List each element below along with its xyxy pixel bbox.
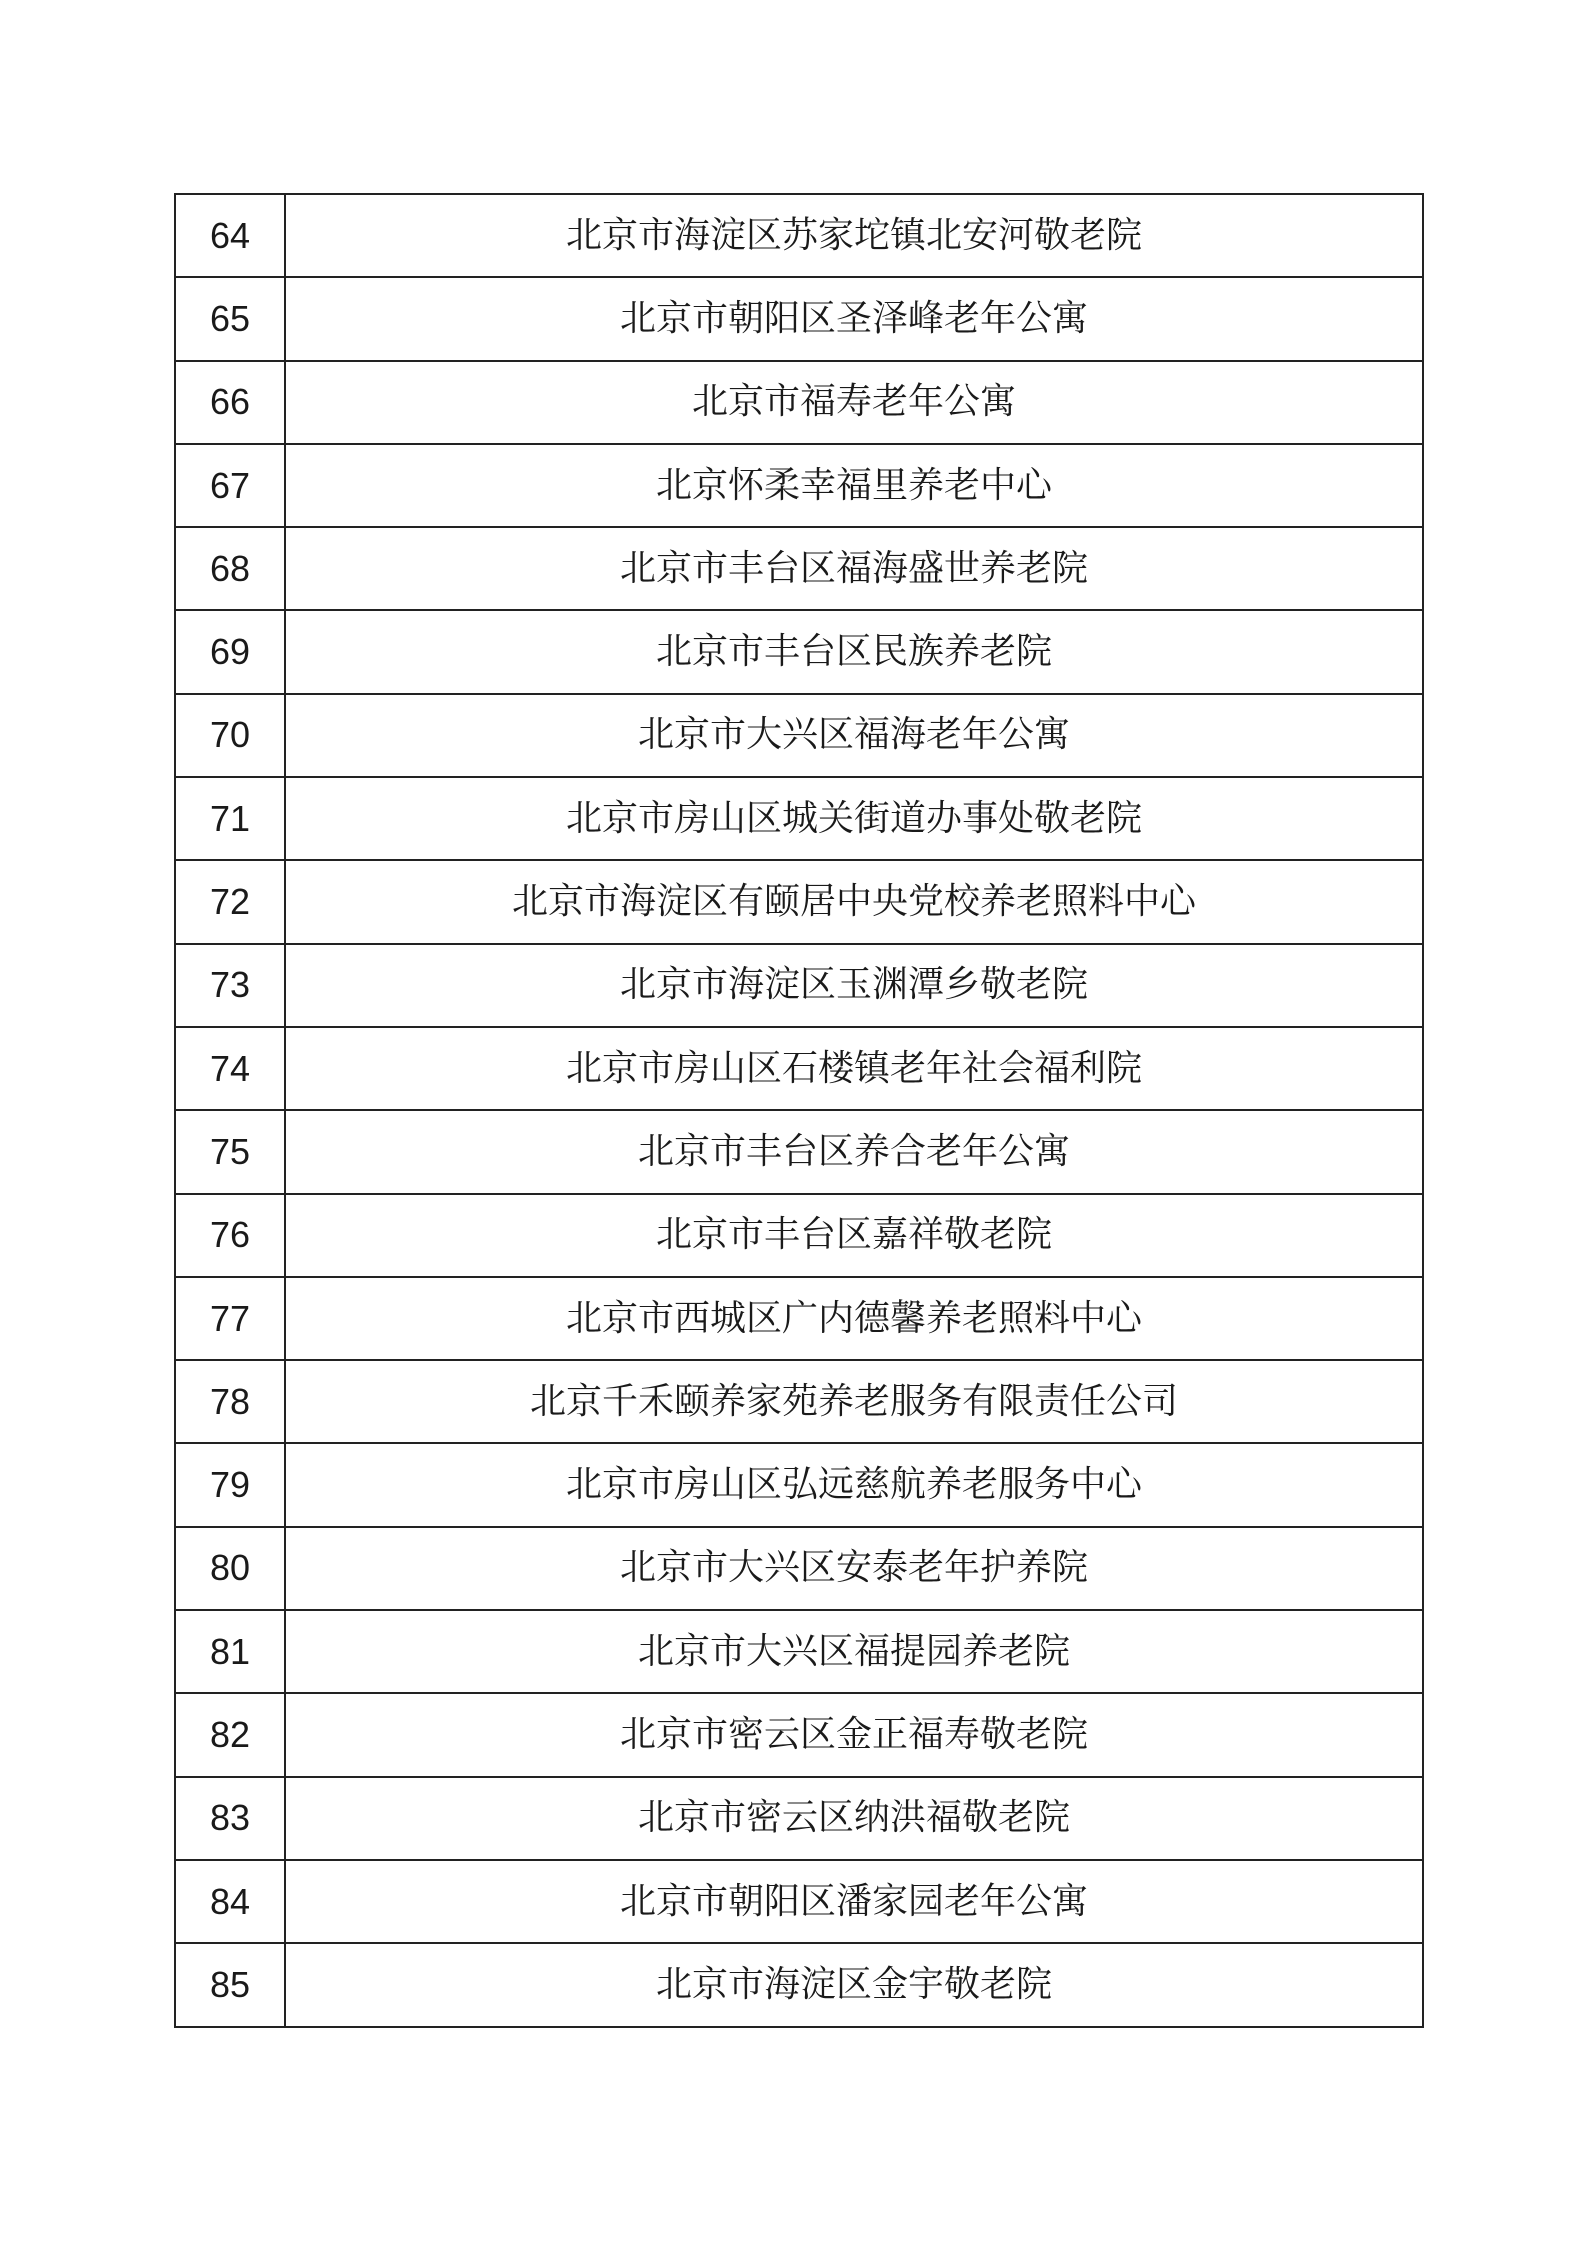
row-number: 83	[175, 1777, 285, 1860]
row-number: 71	[175, 777, 285, 860]
table-row	[175, 944, 1423, 1027]
table-row	[175, 1860, 1423, 1943]
table-row	[175, 527, 1423, 610]
table-row	[175, 1777, 1423, 1860]
table-row	[175, 1610, 1423, 1693]
row-number: 76	[175, 1194, 285, 1277]
row-number: 66	[175, 361, 285, 444]
institution-table	[174, 193, 1424, 2028]
table-row	[175, 1693, 1423, 1776]
institution-name: 北京千禾颐养家苑养老服务有限责任公司	[285, 1360, 1423, 1443]
table-row	[175, 1277, 1423, 1360]
table-row	[175, 1194, 1423, 1277]
institution-name: 北京市大兴区福提园养老院	[285, 1610, 1423, 1693]
table-row	[175, 777, 1423, 860]
table-row	[175, 1110, 1423, 1193]
institution-name: 北京市房山区石楼镇老年社会福利院	[285, 1027, 1423, 1110]
row-number: 69	[175, 610, 285, 693]
table-row	[175, 361, 1423, 444]
institution-name: 北京市海淀区玉渊潭乡敬老院	[285, 944, 1423, 1027]
row-number: 82	[175, 1693, 285, 1776]
table-row	[175, 860, 1423, 943]
institution-name: 北京市房山区城关街道办事处敬老院	[285, 777, 1423, 860]
row-number: 84	[175, 1860, 285, 1943]
institution-name: 北京市海淀区有颐居中央党校养老照料中心	[285, 860, 1423, 943]
table-row	[175, 610, 1423, 693]
row-number: 79	[175, 1443, 285, 1526]
row-number: 85	[175, 1943, 285, 2026]
row-number: 65	[175, 277, 285, 360]
table-row	[175, 1360, 1423, 1443]
table-row	[175, 1443, 1423, 1526]
row-number: 74	[175, 1027, 285, 1110]
table-row	[175, 1527, 1423, 1610]
row-number: 70	[175, 694, 285, 777]
table-row	[175, 1943, 1423, 2026]
table-row	[175, 1027, 1423, 1110]
institution-name: 北京市福寿老年公寓	[285, 361, 1423, 444]
institution-name: 北京市朝阳区圣泽峰老年公寓	[285, 277, 1423, 360]
row-number: 75	[175, 1110, 285, 1193]
institution-name: 北京市密云区金正福寿敬老院	[285, 1693, 1423, 1776]
institution-name: 北京市朝阳区潘家园老年公寓	[285, 1860, 1423, 1943]
institution-name: 北京市海淀区苏家坨镇北安河敬老院	[285, 194, 1423, 277]
row-number: 64	[175, 194, 285, 277]
institution-name: 北京市西城区广内德馨养老照料中心	[285, 1277, 1423, 1360]
institution-name: 北京市密云区纳洪福敬老院	[285, 1777, 1423, 1860]
institution-name: 北京市房山区弘远慈航养老服务中心	[285, 1443, 1423, 1526]
institution-name: 北京市海淀区金宇敬老院	[285, 1943, 1423, 2026]
institution-table-body	[175, 194, 1423, 2027]
row-number: 81	[175, 1610, 285, 1693]
institution-name: 北京怀柔幸福里养老中心	[285, 444, 1423, 527]
table-row	[175, 277, 1423, 360]
table-row	[175, 444, 1423, 527]
row-number: 72	[175, 860, 285, 943]
table-row	[175, 194, 1423, 277]
institution-name: 北京市丰台区民族养老院	[285, 610, 1423, 693]
institution-name: 北京市丰台区养合老年公寓	[285, 1110, 1423, 1193]
row-number: 77	[175, 1277, 285, 1360]
row-number: 73	[175, 944, 285, 1027]
row-number: 67	[175, 444, 285, 527]
institution-name: 北京市大兴区安泰老年护养院	[285, 1527, 1423, 1610]
institution-name: 北京市丰台区嘉祥敬老院	[285, 1194, 1423, 1277]
institution-name: 北京市大兴区福海老年公寓	[285, 694, 1423, 777]
row-number: 78	[175, 1360, 285, 1443]
institution-name: 北京市丰台区福海盛世养老院	[285, 527, 1423, 610]
table-row	[175, 694, 1423, 777]
row-number: 80	[175, 1527, 285, 1610]
row-number: 68	[175, 527, 285, 610]
